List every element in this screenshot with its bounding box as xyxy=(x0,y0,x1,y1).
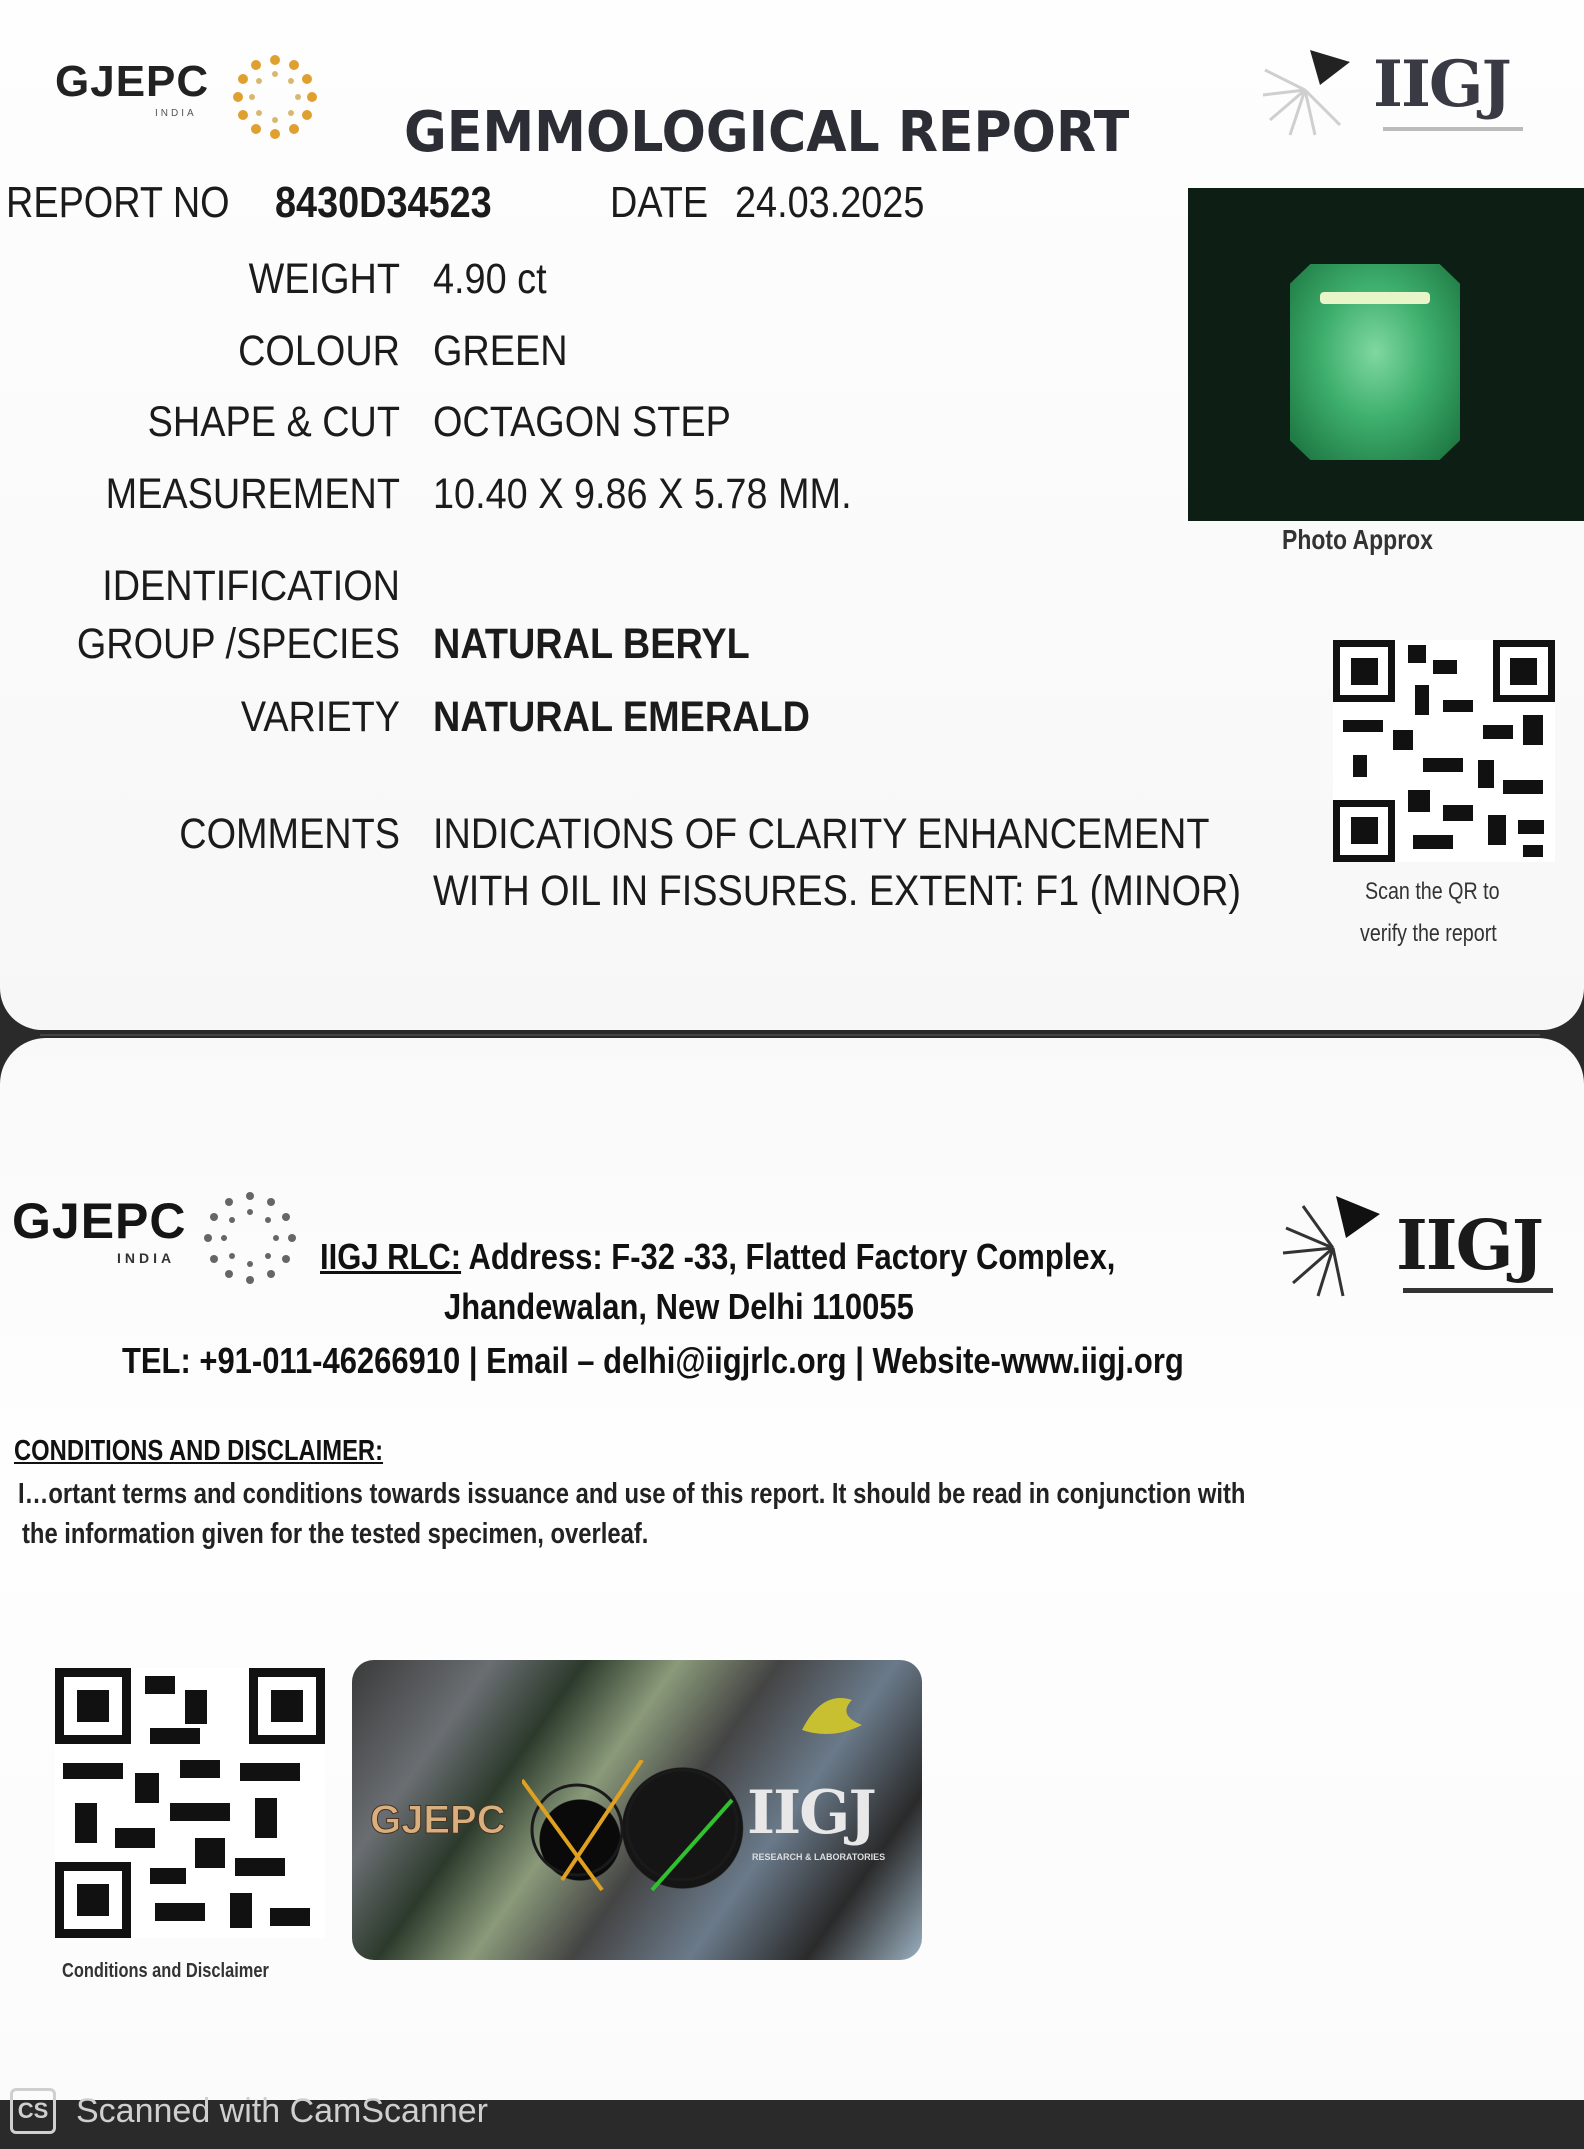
date-label: DATE xyxy=(610,178,709,227)
gjepc-sunburst-icon xyxy=(230,52,320,142)
iigj-logo-back-underline xyxy=(1403,1288,1553,1293)
card-divider xyxy=(40,1034,1540,1036)
report-no-value: 8430D34523 xyxy=(275,178,492,227)
camscanner-watermark xyxy=(10,2088,630,2138)
variety-value: NATURAL EMERALD xyxy=(433,693,810,741)
iigj-burst-icon xyxy=(1255,40,1355,140)
gjepc-logo-back-subtext: INDIA xyxy=(117,1250,176,1266)
hologram-flower-icon xyxy=(522,1760,742,1900)
group-species-value: NATURAL BERYL xyxy=(433,620,750,668)
report-back-card xyxy=(0,1038,1584,2100)
weight-label: WEIGHT xyxy=(248,255,400,303)
conditions-heading: CONDITIONS AND DISCLAIMER: xyxy=(14,1435,384,1467)
shape-cut-value: OCTAGON STEP xyxy=(433,398,731,446)
gjepc-logo-subtext: INDIA xyxy=(155,108,197,119)
gjepc-logo-text: GJEPC xyxy=(55,57,210,106)
contact-line: TEL: +91-011-46266910 | Email – delhi@iigjrlc.org | Website-www.iigj.org xyxy=(122,1340,1184,1381)
weight-value: 4.90 ct xyxy=(433,255,547,303)
hologram-bird-icon xyxy=(792,1670,872,1750)
iigj-logo-underline xyxy=(1383,127,1523,131)
photo-caption: Photo Approx xyxy=(1282,524,1433,555)
qr-caption-line-1: Scan the QR to xyxy=(1365,878,1500,905)
camscanner-logo-icon: CS xyxy=(10,2088,56,2134)
address-line-2: Jhandewalan, New Delhi 110055 xyxy=(444,1286,914,1327)
conditions-text-line-1: I…ortant terms and conditions towards issuance and use of this report. It should be read in conjunction with xyxy=(18,1478,1246,1510)
security-hologram xyxy=(352,1660,922,1960)
hologram-sub-text: RESEARCH & LABORATORIES xyxy=(752,1852,886,1862)
report-front-card xyxy=(0,0,1584,1030)
colour-label: COLOUR xyxy=(238,327,400,375)
report-title: GEMMOLOGICAL REPORT xyxy=(404,100,1130,165)
camscanner-text: Scanned with CamScanner xyxy=(76,2092,489,2130)
conditions-qr-code[interactable] xyxy=(55,1668,325,1938)
comments-line-2: WITH OIL IN FISSURES. EXTENT: F1 (MINOR) xyxy=(433,867,1242,915)
report-no-label: REPORT NO xyxy=(6,178,230,227)
gjepc-logo-back-text: GJEPC xyxy=(12,1193,187,1249)
colour-value: GREEN xyxy=(433,327,568,375)
gjepc-logo-back xyxy=(12,1188,302,1298)
iigj-logo-back-text: IIGJ xyxy=(1396,1206,1542,1286)
iigj-logo-text: IIGJ xyxy=(1373,47,1510,122)
hologram-gjepc-text: GJEPC xyxy=(370,1798,506,1842)
hologram-iigj-text: IIGJ xyxy=(747,1778,875,1848)
conditions-text-line-2: the information given for the tested specimen, overleaf. xyxy=(22,1518,649,1550)
verify-qr-code[interactable] xyxy=(1333,640,1555,862)
gjepc-logo xyxy=(55,52,325,142)
identification-label: IDENTIFICATION xyxy=(102,562,400,610)
shape-cut-label: SHAPE & CUT xyxy=(147,398,400,446)
qr-caption-line-2: verify the report xyxy=(1360,920,1497,947)
comments-label: COMMENTS xyxy=(179,810,400,858)
iigj-logo-back xyxy=(1278,1178,1568,1298)
gem-highlight xyxy=(1320,292,1430,304)
measurement-value: 10.40 X 9.86 X 5.78 MM. xyxy=(433,470,852,518)
conditions-qr-caption: Conditions and Disclaimer xyxy=(62,1960,269,1982)
address-text-1: Address: F-32 -33, Flatted Factory Complex, xyxy=(468,1236,1116,1277)
variety-label: VARIETY xyxy=(240,693,400,741)
iigj-back-burst-icon xyxy=(1278,1188,1388,1298)
comments-line-1: INDICATIONS OF CLARITY ENHANCEMENT xyxy=(433,810,1210,858)
measurement-label: MEASUREMENT xyxy=(105,470,401,518)
address-label: IIGJ RLC: xyxy=(320,1236,462,1277)
iigj-logo xyxy=(1255,25,1545,140)
address-line-1 xyxy=(320,1236,1115,1278)
gem-photo xyxy=(1188,188,1584,521)
date-value: 24.03.2025 xyxy=(735,178,925,227)
group-species-label: GROUP /SPECIES xyxy=(76,620,400,668)
gjepc-back-sunburst-icon xyxy=(200,1188,300,1288)
